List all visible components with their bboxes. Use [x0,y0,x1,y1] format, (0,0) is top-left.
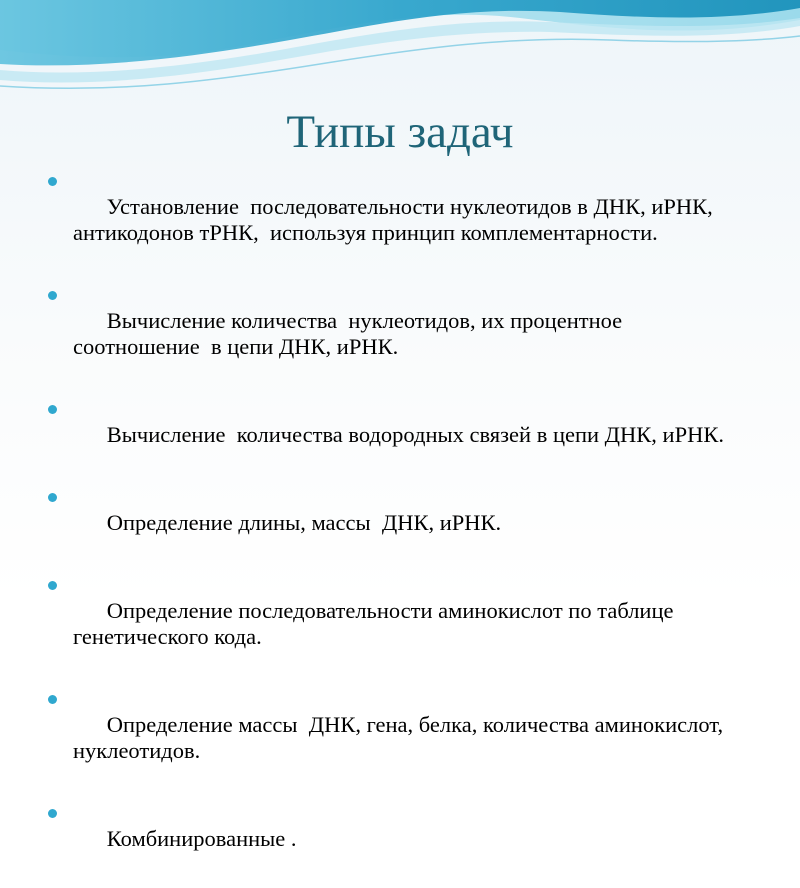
bullet-item [48,572,748,676]
bullet-dot-icon [48,581,57,590]
bullet-item [48,168,748,272]
bullet-dot-icon [48,493,57,502]
bullet-dot-icon [48,405,57,414]
bullet-item [48,484,748,562]
bullet-item [48,800,748,878]
bullet-dot-icon [48,695,57,704]
bullet-text: Установление последовательности нуклеотидов в ДНК, иРНК, антикодонов тРНК, используя принцип комплементарности. [73,194,725,245]
bullet-text: Комбинированные . [106,826,297,851]
slide-title: Типы задач [286,106,514,158]
bullet-item [48,686,748,790]
bullet-item [48,396,748,474]
bullet-item [48,282,748,386]
bullet-list [48,168,748,888]
bullet-text: Вычисление количества водородных связей в цепи ДНК, иРНК. [106,422,724,447]
bullet-text: Определение последовательности аминокислот по таблице генетического кода. [73,598,680,649]
bullet-dot-icon [48,177,57,186]
bullet-dot-icon [48,809,57,818]
bullet-text: Определение длины, массы ДНК, иРНК. [106,510,502,535]
decorative-wave-header [0,0,800,110]
bullet-text: Определение массы ДНК, гена, белка, количества аминокислот, нуклеотидов. [73,712,729,763]
bullet-dot-icon [48,291,57,300]
bullet-text: Вычисление количества нуклеотидов, их процентное соотношение в цепи ДНК, иРНК. [73,308,628,359]
